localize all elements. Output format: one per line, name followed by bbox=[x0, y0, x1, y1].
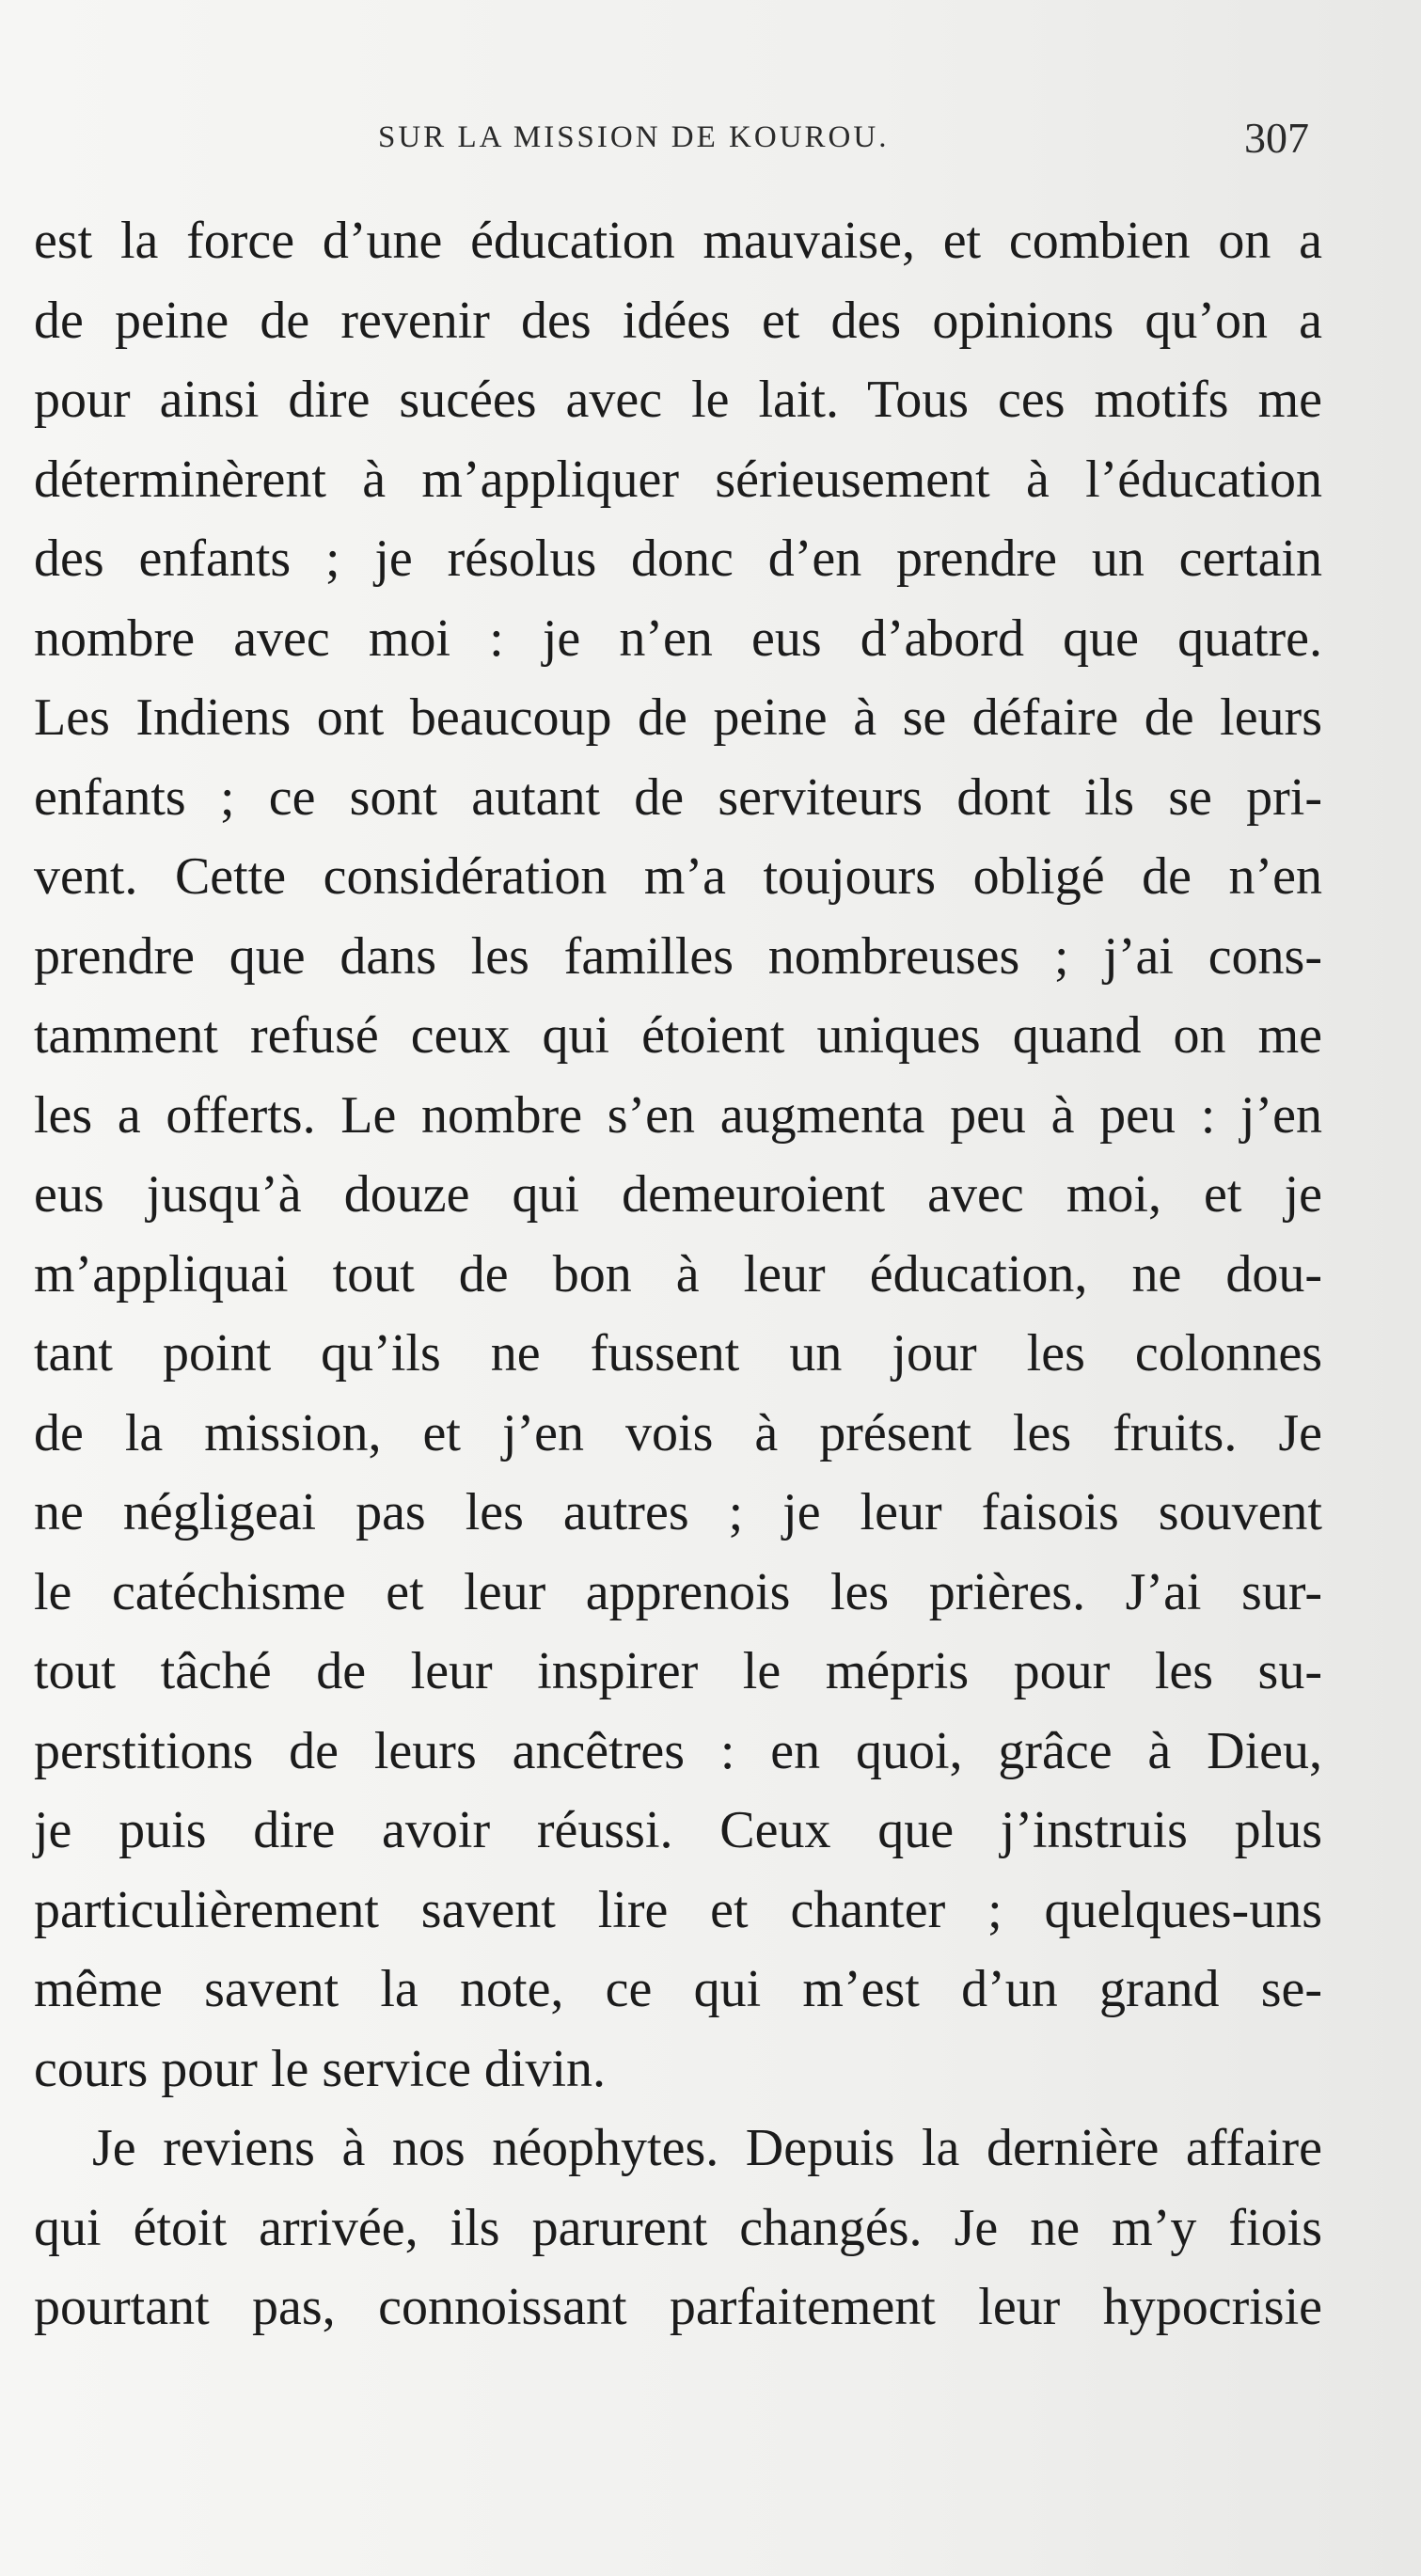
paragraph-first-line: Je reviens à nos néophytes. Depuis la dernière affaire bbox=[92, 2119, 1322, 2177]
text-line: tant point qu’ils ne fussent un jour les colonnes bbox=[34, 1324, 1322, 1383]
text-line: eus jusqu’à douze qui demeuroient avec moi, et je bbox=[34, 1165, 1322, 1224]
text-line: des enfants ; je résolus donc d’en prendre un certain bbox=[34, 529, 1322, 588]
text-line: tamment refusé ceux qui étoient uniques quand on me bbox=[34, 1006, 1322, 1065]
text-line: nombre avec moi : je n’en eus d’abord que quatre. bbox=[34, 608, 1322, 668]
text-line: déterminèrent à m’appliquer sérieusement à l’éducation bbox=[34, 450, 1322, 509]
text-line: de peine de revenir des idées et des opinions qu’on a bbox=[34, 291, 1322, 350]
text-line: le catéchisme et leur apprenois les prières. J’ai sur- bbox=[34, 1562, 1322, 1621]
text-line: même savent la note, ce qui m’est d’un grand se- bbox=[34, 1960, 1322, 2018]
text-line: pour ainsi dire sucées avec le lait. Tous ces motifs me bbox=[34, 371, 1322, 429]
body-text bbox=[34, 201, 1322, 2347]
text-line: je puis dire avoir réussi. Ceux que j’instruis plus bbox=[34, 1801, 1322, 1859]
text-line: particulièrement savent lire et chanter ; quelques-uns bbox=[34, 1880, 1322, 1939]
text-line: qui étoit arrivée, ils parurent changés. Je ne m’y fiois bbox=[34, 2198, 1322, 2257]
text-line: m’appliquai tout de bon à leur éducation, ne dou- bbox=[34, 1244, 1322, 1304]
text-line: cours pour le service divin. bbox=[34, 2039, 607, 2098]
text-line: Les Indiens ont beaucoup de peine à se défaire de leurs bbox=[34, 688, 1322, 747]
text-line: ne négligeai pas les autres ; je leur faisois souvent bbox=[34, 1483, 1322, 1541]
text-line: enfants ; ce sont autant de serviteurs dont ils se pri- bbox=[34, 767, 1322, 827]
text-line: perstitions de leurs ancêtres : en quoi, grâce à Dieu, bbox=[34, 1721, 1322, 1780]
text-line: les a offerts. Le nombre s’en augmenta peu à peu : j’en bbox=[34, 1085, 1322, 1145]
page-number: 307 bbox=[1244, 114, 1309, 162]
page-header bbox=[378, 114, 1309, 177]
text-line: est la force d’une éducation mauvaise, et combien on a bbox=[34, 212, 1322, 270]
text-line: pourtant pas, connoissant parfaitement leur hypocrisie bbox=[34, 2278, 1322, 2336]
text-line: vent. Cette considération m’a toujours obligé de n’en bbox=[34, 847, 1322, 906]
running-head: SUR LA MISSION DE KOUROU. bbox=[378, 120, 890, 154]
text-line: tout tâché de leur inspirer le mépris pour les su- bbox=[34, 1642, 1322, 1700]
text-line: de la mission, et j’en vois à présent les fruits. Je bbox=[34, 1403, 1322, 1462]
text-line: prendre que dans les familles nombreuses ; j’ai cons- bbox=[34, 926, 1322, 986]
